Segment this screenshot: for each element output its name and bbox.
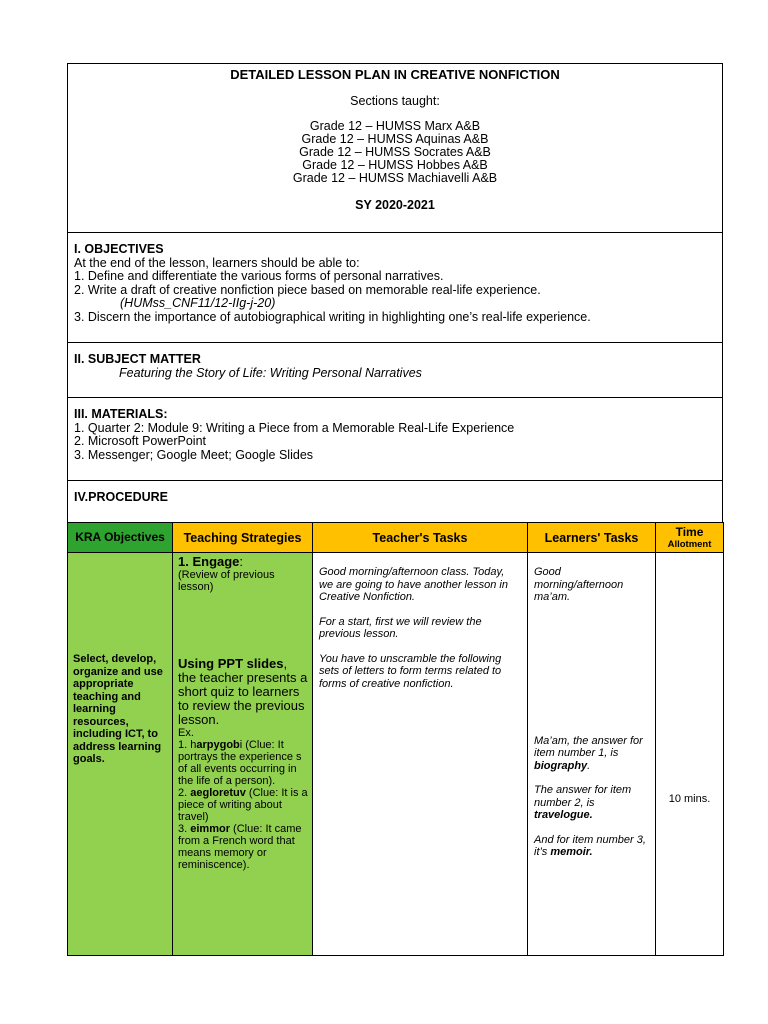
table-header-row [68, 523, 724, 553]
teacher-task: For a start, first we will review the previous lesson. [319, 615, 482, 640]
kra-objective-cell: Select, develop, organize and use appropriate teaching and learning resources, including ICT, to address learning goals. [68, 553, 173, 956]
learner-answer-1: Ma’am, the answer for item number 1, is biography. [534, 734, 643, 772]
materials-title: III. MATERIALS: [74, 407, 168, 421]
header-learners: Learners' Tasks [528, 523, 656, 553]
strategies-cell [173, 553, 313, 956]
review-note: (Review of previous lesson) [178, 569, 275, 593]
material-item: 2. Microsoft PowerPoint [74, 434, 206, 448]
quiz-item-1: 1. harpygobi (Clue: It portrays the experience s of all events occurring in the life of a person). [178, 739, 302, 787]
grade-item: Grade 12 – HUMSS Socrates A&B [299, 145, 491, 159]
teacher-task: You have to unscramble the following sets of letters to form terms related to forms of creative nonfiction. [319, 652, 502, 690]
objectives-intro: At the end of the lesson, learners should be able to: [74, 255, 360, 270]
header-kra: KRA Objectives [68, 523, 173, 553]
sections-label: Sections taught: [350, 94, 440, 108]
objective-item: 3. Discern the importance of autobiographical writing in highlighting one’s real-life experience. [74, 309, 591, 324]
quiz-item-3: 3. eimmor (Clue: It came from a French word that means memory or reminiscence). [178, 823, 302, 871]
grade-item: Grade 12 – HUMSS Marx A&B [309, 119, 481, 133]
teacher-tasks-cell [313, 553, 528, 956]
learner-greeting: Good morning/afternoon ma’am. [534, 566, 624, 603]
objectives-section [67, 232, 723, 342]
header-time-label: Time [675, 525, 704, 539]
subject-title: II. SUBJECT MATTER [74, 352, 201, 366]
teacher-task: Good morning/afternoon class. Today, we are going to have another lesson in Creative Nonfiction. [319, 566, 508, 603]
header-section [67, 63, 723, 232]
header-time [656, 523, 724, 553]
document-title: DETAILED LESSON PLAN IN CREATIVE NONFICTION [230, 67, 560, 82]
header-teacher: Teacher's Tasks [313, 523, 528, 553]
objective-item: 2. Write a draft of creative nonfiction piece based on memorable real-life experience. [74, 282, 541, 297]
learner-answer-3: And for item number 3, it’s memoir. [534, 833, 646, 858]
grade-item: Grade 12 – HUMSS Machiavelli A&B [292, 171, 498, 185]
engage-label: 1. Engage [178, 554, 240, 569]
time-allotment-cell: 10 mins. [656, 553, 724, 956]
school-year: SY 2020-2021 [355, 198, 435, 212]
grade-item: Grade 12 – HUMSS Aquinas A&B [301, 132, 489, 146]
quiz-item-2: 2. aegloretuv (Clue: It is a piece of writing about travel) [178, 787, 308, 823]
objectives-title: I. OBJECTIVES [74, 242, 164, 256]
ppt-label: Using PPT slides [178, 656, 284, 671]
learner-answer-2: The answer for item number 2, is travelogue. [534, 784, 632, 821]
lesson-plan-document [67, 63, 723, 956]
subject-text: Featuring the Story of Life: Writing Personal Narratives [119, 365, 422, 380]
objective-item: 1. Define and differentiate the various forms of personal narratives. [74, 269, 444, 283]
ppt-text: , the teacher presents a short quiz to learners to review the previous lesson. [178, 656, 308, 727]
example-label: Ex. [178, 727, 194, 739]
competency-code: (HUMss_CNF11/12-IIg-j-20) [120, 296, 276, 310]
procedure-title: IV.PROCEDURE [74, 490, 169, 504]
procedure-table [67, 522, 724, 956]
engage-colon: : [239, 554, 244, 569]
materials-section [67, 397, 723, 480]
header-strategies: Teaching Strategies [173, 523, 313, 553]
header-allotment-label: Allotment [667, 539, 712, 550]
material-item: 1. Quarter 2: Module 9: Writing a Piece from a Memorable Real-Life Experience [74, 420, 515, 435]
table-row [68, 553, 724, 956]
procedure-section [67, 480, 723, 522]
grade-item: Grade 12 – HUMSS Hobbes A&B [302, 158, 488, 172]
material-item: 3. Messenger; Google Meet; Google Slides [74, 447, 314, 462]
subject-matter-section [67, 342, 723, 397]
learners-tasks-cell [528, 553, 656, 956]
grades-list [68, 120, 722, 185]
